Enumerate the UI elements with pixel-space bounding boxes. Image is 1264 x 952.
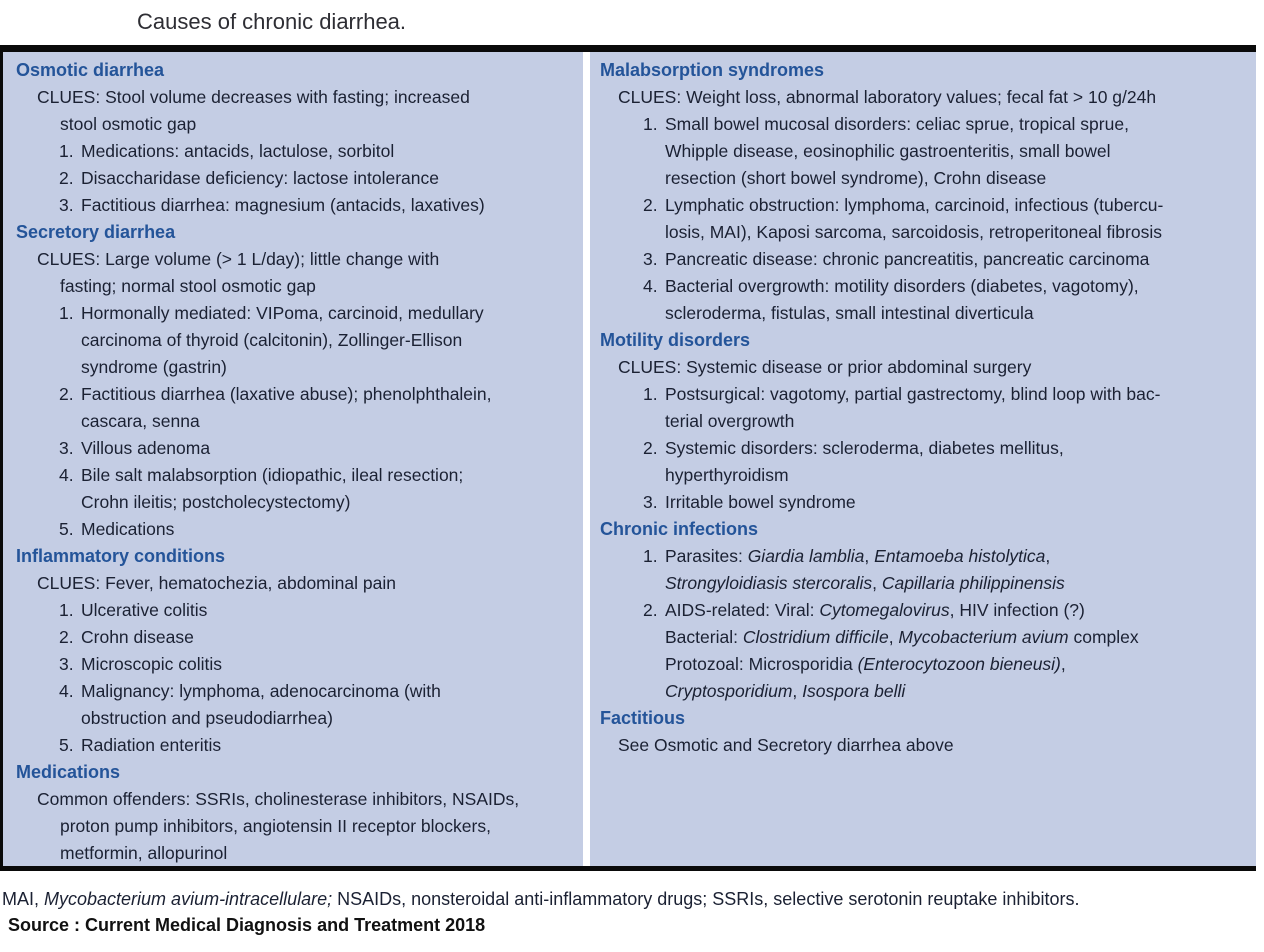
- item-number: 1.: [643, 546, 658, 566]
- item-text: Radiation enteritis: [81, 735, 222, 755]
- list-item: [600, 489, 1250, 516]
- item-number: 1.: [59, 600, 74, 620]
- item-number: 2.: [643, 600, 658, 620]
- section-secretory-diarrhea: [16, 219, 579, 543]
- item-text: Medications: [81, 519, 175, 539]
- item-number: 3.: [59, 438, 74, 458]
- item-text: Bile salt malabsorption (idiopathic, ileal resection; Crohn ileitis; postcholecystectomy): [81, 465, 464, 512]
- clues-text: CLUES: Fever, hematochezia, abdominal pain: [37, 573, 396, 593]
- list-item: [16, 624, 579, 651]
- footer-abbreviations: MAI, Mycobacterium avium-intracellulare; NSAIDs, nonsteroidal anti-inflammatory drugs; SSRIs, selective serotonin reuptake inhibitors.: [2, 889, 1080, 909]
- item-number: 2.: [59, 168, 74, 188]
- item-number: 3.: [59, 654, 74, 674]
- section-heading: Medications: [16, 762, 121, 782]
- section-motility-disorders: [600, 327, 1250, 516]
- list-item: [600, 246, 1250, 273]
- clues-text: CLUES: Large volume (> 1 L/day); little change with fasting; normal stool osmotic gap: [37, 249, 440, 296]
- list-item: [600, 273, 1250, 327]
- list-item: [600, 543, 1250, 597]
- list-item: [16, 300, 579, 381]
- item-text: Villous adenoma: [81, 438, 211, 458]
- causes-table: [0, 45, 1256, 871]
- section-heading: Osmotic diarrhea: [16, 60, 165, 80]
- item-number: 1.: [643, 384, 658, 404]
- section-osmotic-diarrhea: [16, 57, 579, 219]
- item-text: Malignancy: lymphoma, adenocarcinoma (with obstruction and pseudodiarrhea): [81, 681, 441, 728]
- item-text: Small bowel mucosal disorders: celiac sprue, tropical sprue, Whipple disease, eosinophilic gastroenteritis, small bowel resection (short bowel syndrome), Crohn disease: [665, 114, 1129, 188]
- item-number: 5.: [59, 735, 74, 755]
- page: [0, 9, 1264, 938]
- clues-text: CLUES: Weight loss, abnormal laboratory values; fecal fat > 10 g/24h: [618, 87, 1157, 107]
- item-text: AIDS-related: Viral: Cytomegalovirus, HIV infection (?) Bacterial: Clostridium difficile, Mycobacterium avium complex Protozoal: Microsporidia (Enterocytozoon bieneusi), Cryptosporidium, Isospora belli: [665, 600, 1139, 701]
- item-text: Microscopic colitis: [81, 654, 222, 674]
- item-number: 2.: [59, 384, 74, 404]
- section-heading: Chronic infections: [600, 519, 759, 539]
- list-item: [16, 678, 579, 732]
- footer: [0, 886, 1264, 938]
- footer-source: Source : Current Medical Diagnosis and Treatment 2018: [8, 915, 486, 935]
- section-heading: Motility disorders: [600, 330, 751, 350]
- list-item: [16, 435, 579, 462]
- item-text: Pancreatic disease: chronic pancreatitis, pancreatic carcinoma: [665, 249, 1150, 269]
- item-text: Lymphatic obstruction: lymphoma, carcinoid, infectious (tubercu- losis, MAI), Kaposi sarcoma, sarcoidosis, retroperitoneal fibrosis: [665, 195, 1164, 242]
- item-text: Factitious diarrhea: magnesium (antacids, laxatives): [81, 195, 485, 215]
- item-text: Ulcerative colitis: [81, 600, 208, 620]
- table-right-column: [590, 52, 1256, 866]
- item-text: Hormonally mediated: VIPoma, carcinoid, medullary carcinoma of thyroid (calcitonin), Zollinger-Ellison syndrome (gastrin): [81, 303, 484, 377]
- clues-text: CLUES: Systemic disease or prior abdominal surgery: [618, 357, 1032, 377]
- item-number: 3.: [643, 492, 658, 512]
- section-malabsorption-syndromes: [600, 57, 1250, 327]
- list-item: [600, 435, 1250, 489]
- list-item: [16, 192, 579, 219]
- table-left-column: [3, 52, 583, 866]
- item-text: Crohn disease: [81, 627, 194, 647]
- section-inflammatory-conditions: [16, 543, 579, 759]
- item-number: 1.: [643, 114, 658, 134]
- list-item: [16, 462, 579, 516]
- item-number: 5.: [59, 519, 74, 539]
- section-body-text: See Osmotic and Secretory diarrhea above: [618, 735, 954, 755]
- item-number: 1.: [59, 303, 74, 323]
- item-text: Postsurgical: vagotomy, partial gastrectomy, blind loop with bac- terial overgrowth: [665, 384, 1161, 431]
- item-number: 3.: [59, 195, 74, 215]
- item-number: 3.: [643, 249, 658, 269]
- item-number: 4.: [59, 465, 74, 485]
- item-text: Parasites: Giardia lamblia, Entamoeba histolytica, Strongyloidiasis stercoralis, Capillaria philippinensis: [665, 546, 1065, 593]
- list-item: [600, 111, 1250, 192]
- item-number: 2.: [643, 438, 658, 458]
- list-item: [16, 651, 579, 678]
- list-item: [16, 732, 579, 759]
- list-item: [16, 165, 579, 192]
- item-number: 1.: [59, 141, 74, 161]
- list-item: [16, 381, 579, 435]
- section-heading: Inflammatory conditions: [16, 546, 226, 566]
- section-heading: Malabsorption syndromes: [600, 60, 825, 80]
- section-body-text: Common offenders: SSRIs, cholinesterase inhibitors, NSAIDs, proton pump inhibitors, angiotensin II receptor blockers, metformin, allopurinol: [37, 789, 520, 863]
- item-number: 4.: [643, 276, 658, 296]
- section-heading: Secretory diarrhea: [16, 222, 176, 242]
- item-text: Systemic disorders: scleroderma, diabetes mellitus, hyperthyroidism: [665, 438, 1064, 485]
- page-title: Causes of chronic diarrhea.: [137, 9, 407, 34]
- clues-text: CLUES: Stool volume decreases with fasting; increased stool osmotic gap: [37, 87, 470, 134]
- section-factitious: [600, 705, 1250, 759]
- list-item: [600, 597, 1250, 705]
- section-heading: Factitious: [600, 708, 686, 728]
- item-text: Irritable bowel syndrome: [665, 492, 856, 512]
- item-text: Factitious diarrhea (laxative abuse); phenolphthalein, cascara, senna: [81, 384, 492, 431]
- item-text: Bacterial overgrowth: motility disorders (diabetes, vagotomy), scleroderma, fistulas, small intestinal diverticula: [665, 276, 1139, 323]
- item-number: 2.: [643, 195, 658, 215]
- list-item: [600, 192, 1250, 246]
- list-item: [16, 516, 579, 543]
- section-chronic-infections: [600, 516, 1250, 705]
- list-item: [16, 138, 579, 165]
- list-item: [16, 597, 579, 624]
- column-divider: [583, 52, 590, 866]
- item-number: 2.: [59, 627, 74, 647]
- list-item: [600, 381, 1250, 435]
- item-text: Medications: antacids, lactulose, sorbitol: [81, 141, 395, 161]
- item-number: 4.: [59, 681, 74, 701]
- section-medications: [16, 759, 579, 866]
- item-text: Disaccharidase deficiency: lactose intolerance: [81, 168, 439, 188]
